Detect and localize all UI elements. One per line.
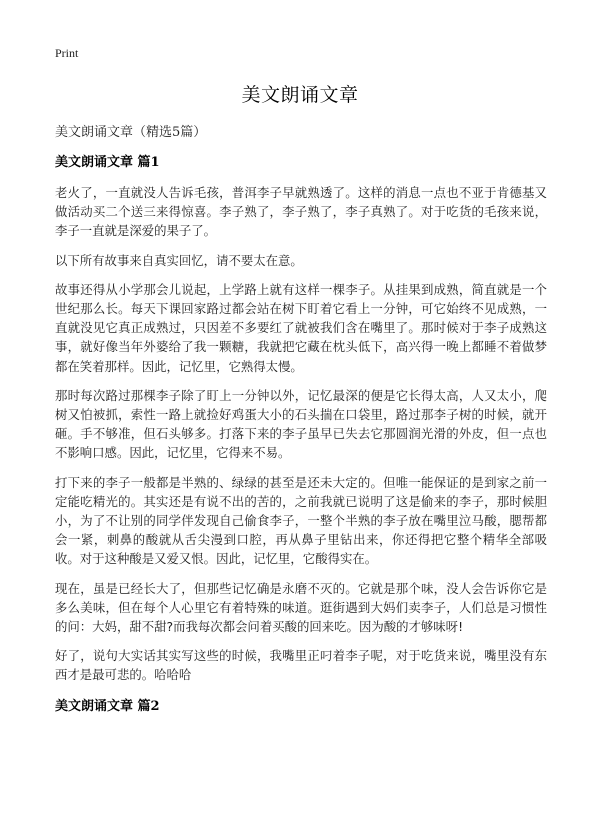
paragraph-6: 现在，虽是已经长大了，但那些记忆确是永磨不灭的。它就是那个味，没人会告诉你它是多么美味，但在每个人心里它有着特殊的味道。逛街遇到大妈们卖李子，人们总是习惯性的问：大妈，甜不甜?而我每次都会问着买酸的回来吃。因为酸的才够味呀! [55, 580, 547, 635]
article-content [55, 151, 547, 714]
paragraph-1: 老火了，一直就没人告诉毛孩，普洱李子早就熟透了。这样的消息一点也不亚于肯德基又做活动买二个送三来得惊喜。李子熟了，李子熟了，李子真熟了。对于吃货的毛孩来说，李子一直就是深爱的果子了。 [55, 185, 547, 239]
section-heading-1: 美文朗诵文章 篇1 [55, 155, 160, 170]
paragraph-4: 那时每次路过那棵李子除了盯上一分钟以外，记忆最深的便是它长得太高，人又太小，爬树又怕被抓，索性一路上就捡好鸡蛋大小的石头揣在口袋里，路过那李子树的时候，就开砸。手不够准，但石头够多。打落下来的李子虽早已失去它那圆润光滑的外皮，但一点也不影响口感。因此，记忆里，它得来不易。 [55, 387, 547, 461]
print-link[interactable]: Print [55, 46, 79, 60]
paragraph-7: 好了，说句大实话其实写这些的时候，我嘴里正叼着李子呢，对于吃货来说，嘴里没有东西才是最可悲的。哈哈哈 [55, 648, 547, 683]
section-heading-2: 美文朗诵文章 篇2 [55, 698, 160, 714]
paragraph-3: 故事还得从小学那会儿说起，上学路上就有这样一棵李子。从挂果到成熟，简直就是一个世纪那么长。每天下课回家路过都会站在树下盯着它看上一分钟，可它始终不见成熟，一直就没见它真正成熟过，只因差不多要红了就被我们含在嘴里了。那时候对于李子成熟这事，就好像当年外婆给了我一颗糖，我就把它藏在枕头低下，高兴得一晚上都睡不着做梦都在笑着那样。因此，记忆里，它熟得太慢。 [55, 281, 547, 374]
page-title: 美文朗诵文章 [241, 84, 359, 106]
document-subtitle: 美文朗诵文章（精选5篇） [55, 125, 207, 140]
paragraph-5: 打下来的李子一般都是半熟的、绿绿的甚至是还未大定的。但唯一能保证的是到家之前一定能吃精光的。其实还是有说不出的苦的，之前我就已说明了这是偷来的李子，那时候胆小，为了不让别的同学伴发现自己偷食李子，一整个半熟的李子放在嘴里泣马酸，腮帮都会一紧，刺鼻的酸就从舌尖漫到口腔，再从鼻子里钻出来，你还得把它整个精华全部吸收。对于这种酸是又爱又恨。因此，记忆里，它酸得实在。 [55, 474, 547, 567]
paragraph-2: 以下所有故事来自真实回忆，请不要太在意。 [55, 252, 303, 268]
